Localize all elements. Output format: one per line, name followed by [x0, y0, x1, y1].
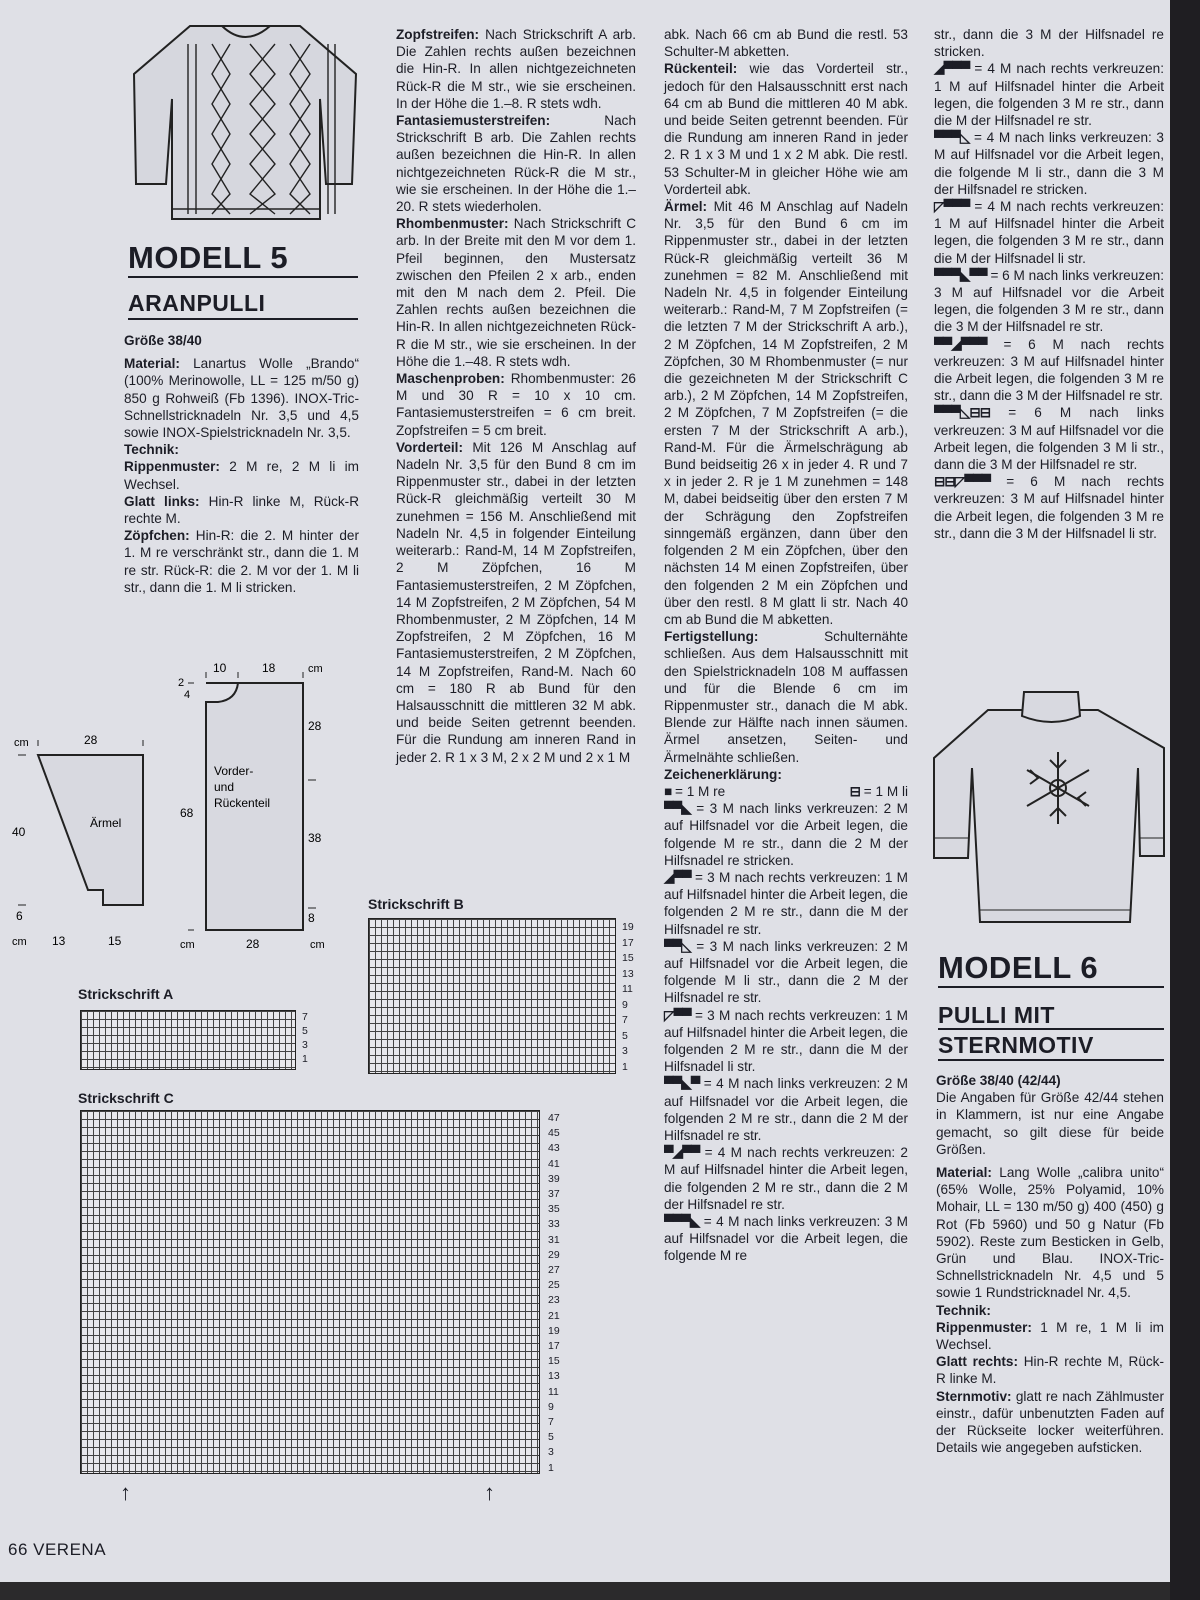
chart-row-number: 7 [548, 1416, 554, 1428]
chart-row-number: 1 [622, 1060, 628, 1073]
legend-item: str., dann die 3 M der Hilfsnadel re stricken. [934, 27, 1164, 60]
zopfstreifen-label: Zopfstreifen: [396, 27, 480, 42]
dim-cm-2: cm [12, 936, 27, 948]
model5-subtitle-rule [128, 318, 358, 320]
model6-subtitle-rule-1 [938, 1028, 1164, 1030]
chart-row-number: 15 [622, 952, 634, 964]
chart-row-number: 29 [548, 1248, 560, 1261]
rueckenteil-label: Rückenteil: [664, 61, 738, 77]
legend-re: = 1 M re [675, 783, 726, 799]
legend-item: = 3 M nach rechts verkreuzen: 1 M auf Hilfsnadel hinter die Arbeit legen, die folgenden 2 M re str., dann die M der Hilfsnadel li str. [664, 1007, 908, 1075]
legend-item: = 3 M nach links verkreuzen: 2 M auf Hilfsnadel vor die Arbeit legen, die folgende M li str., dann die 2 M der Hilfsnadel re str. [664, 938, 908, 1006]
dim-cm-3: cm [308, 663, 323, 675]
vorderteil-text: Mit 126 M Anschlag auf Nadeln Nr. 3,5 für den Bund 8 cm im Rippenmuster str., dabei in der letzten Rück-R gleichmäßig verteilt 30 M zunehmen = 156 M. Anschließend mit Nadeln Nr. 4,5 in folgender Einteilung weiterarb.: Rand-M, 14 M Zopfstreifen, 2 M Zöpfchen, 16 M Fantasiemusterstreifen, 2 M Zöpfchen, 14 M Zopfstreifen, 2 M Zöpfchen, 54 M Rhombenmuster, 2 M Zöpfchen, 14 M Zopfstreifen, 2 M Zöpfchen, 16 M Fantasiemusterstreifen, 2 M Zöpfchen, 14 M Zopfstreifen, Rand-M. Nach 60 cm = 180 R ab Bund für den Halsausschnitt die mittleren 32 M abk. und beide Seiten getrennt beenden. Für die Rundung am inneren Rand in jeder 2. R 1 x 3 M, 2 x 2 M und 2 x 1 M [396, 439, 636, 765]
model6-glatt-text: Hin-R rechte M, Rück-R linke M. [936, 1354, 1164, 1387]
chart-row-number: 43 [548, 1142, 560, 1155]
fertigstellung-label: Fertigstellung: [664, 629, 759, 645]
cable-symbol-icon: ◢▀▀▀ [934, 61, 970, 77]
legend-item: = 4 M nach links verkreuzen: 3 M auf Hilfsnadel vor die Arbeit legen, die folgende M re [664, 1214, 908, 1264]
aermel-text: Mit 46 M Anschlag auf Nadeln Nr. 3,5 für den Bund 6 cm im Rippenmuster str., dabei in der letzten Rück-R gleichmäßig verteilt 36 M zunehmen = 82 M. Anschließend mit Nadeln Nr. 4,5 in folgender Einteilung weiterarb.: Rand-M, 7 M Zopfstreifen (= die letzten 7 M der Strickschrift A arb.), 2 M Zöpfchen, 14 M Zopfstreifen, 2 M Zöpfchen, 30 M Rhombenmuster (= nur die gezeichneten M der Strickschrift C arb.), 2 M Zöpfchen, 14 M Zopfstreifen, 2 M Zöpfchen, 7 M Zopfstreifen (= die ersten 7 M der Strickschrift A arb.), Rand-M. Für die Ärmelschrägung ab Bund beidseitig 26 x in jeder 4. R und 7 x in jeder 2. R je 1 M zunehmen = 148 M, dabei beidseitig über den ersten 7 M der Schrägung den Zopfstreifen sinngemäß ergänzen, dann über den folgenden 2 M ein Zöpfchen, über den nächsten 14 M einen Zopfstreifen, über den folgenden 2 M ein Zöpfchen und über den restl. 8 M glatt li str. Nach 40 cm ab Bund die M abketten. [664, 199, 908, 627]
dim-cm-1: cm [14, 737, 29, 749]
size-schematic [8, 660, 338, 960]
page-footer: 66 VERENA [8, 1540, 107, 1559]
chart-a-title: Strickschrift A [78, 986, 174, 1002]
model6-title: MODELL 6 [938, 950, 1164, 988]
chart-row-number: 7 [622, 1014, 628, 1026]
glatt-text: Hin-R linke M, Rück-R rechte M. [124, 493, 360, 527]
rueckenteil-text: wie das Vorderteil str., jedoch für den Halsausschnitt erst nach 64 cm ab Bund die mittleren 40 M abk. und beide Seiten getrennt beenden. Für die Rundung am inneren Rand in jeder 2. R 1 x 3 M und 1 x 2 M abk. Die restl. 53 Schulter-M in gleicher Höhe wie am Vorderteil abk. [664, 61, 908, 197]
dim-cm-4: cm [180, 939, 195, 951]
model5-column-3 [664, 26, 908, 1265]
model6-rippen-label: Rippenmuster: [936, 1319, 1032, 1335]
dim-8: 8 [308, 911, 315, 925]
rippen-label: Rippenmuster: [124, 459, 220, 475]
chart-c-title: Strickschrift C [78, 1090, 174, 1106]
chart-row-number: 39 [548, 1172, 560, 1185]
legend-item: = 6 M nach rechts verkreuzen: 3 M auf Hilfsnadel hinter die Arbeit legen, die folgenden 3 M re str., dann die 3 M der Hilfsnadel re str. [934, 336, 1164, 404]
chart-row-number: 1 [302, 1053, 308, 1065]
dim-2: 2 [178, 677, 185, 689]
chart-row-number: 19 [548, 1324, 560, 1337]
legend-item: = 4 M nach rechts verkreuzen: 1 M auf Hilfsnadel hinter die Arbeit legen, die folgenden 3 M re str., dann die M der Hilfsnadel li str. [934, 199, 1164, 266]
cable-symbol-icon: ◸▀▀▀ [934, 199, 970, 215]
chart-row-number: 7 [302, 1011, 308, 1023]
model6-intro: Die Angaben für Größe 42/44 stehen in Klammern, ist nur eine Angabe gemacht, so gilt diese für beide Größen. [936, 1090, 1164, 1157]
legend-item: = 6 M nach links verkreuzen: 3 M auf Hilfsnadel vor die Arbeit legen, die folgenden 3 M li str., dann die 3 M der Hilfsnadel re str. [934, 405, 1164, 473]
legend-title: Zeichenerklärung: [664, 766, 782, 782]
knit-symbol-icon: ■ [664, 783, 672, 799]
model6-column [936, 1072, 1164, 1456]
fantasie-text: Nach Strickschrift B arb. Die Zahlen rechts außen bezeichnen die Hin-R. In allen nichtgezeichneten Rück-R die M str., wie sie erscheinen. In der Höhe die 1.–20. R stets wiederholen. [396, 113, 636, 215]
chart-row-number: 5 [622, 1029, 628, 1042]
fertigstellung-text: Schulternähte schließen. Aus dem Halsausschnitt mit den Spielstricknadeln 108 M auffassen und für die Blende 6 cm im Rippenmuster str., danach die M abk. Blende zur Hälfte nach innen säumen. Ärmel ansetzen, Seiten- und Ärmelnähte schließen. [664, 629, 908, 765]
zoepf-label: Zöpfchen: [124, 528, 190, 544]
body-label-3: Rückenteil [214, 796, 271, 810]
chart-row-number: 35 [548, 1203, 560, 1216]
cable-symbol-icon: ◸▀▀ [664, 1007, 691, 1023]
material-label: Material: [124, 356, 180, 372]
cable-symbol-icon: ▀▀◣▀ [664, 1076, 700, 1092]
dim-18: 18 [262, 661, 276, 675]
legend-item: = 4 M nach rechts verkreuzen: 1 M auf Hilfsnadel hinter die Arbeit legen, die folgenden 3 M re str., dann die M der Hilfsnadel re str. [934, 61, 1164, 129]
legend-item: = 3 M nach links verkreuzen: 2 M auf Hilfsnadel vor die Arbeit legen, die folgende M re str., dann die 2 M der Hilfsnadel re stricken. [664, 801, 908, 868]
rhomben-label: Rhombenmuster: [396, 216, 509, 232]
dim-38: 38 [308, 831, 322, 845]
cable-symbol-icon: ▀▀▀◺ [934, 130, 970, 146]
rhomben-text: Nach Strickschrift C arb. In der Breite mit den M vor dem 1. Pfeil beginnen, den Mustersatz zwischen den Pfeilen 2 x arb., enden mit den M nach dem 2. Pfeil. Die Zahlen rechts außen bezeichnen die Hin-R. In allen nichtgezeichneten Rück-R die M str., wie sie erscheinen. In der Höhe die 1.–48. R stets wdh. [396, 216, 637, 369]
model6-subtitle-line-1: PULLI MIT [938, 1002, 1055, 1028]
chart-row-number: 33 [548, 1218, 560, 1231]
abk-text: abk. Nach 66 cm ab Bund die restl. 53 Schulter-M abketten. [664, 27, 908, 60]
model6-size: Größe 38/40 (42/44) [936, 1073, 1061, 1088]
chart-row-number: 3 [548, 1446, 554, 1459]
cable-symbol-icon: ▀▀▀◺⊟⊟ [934, 405, 991, 421]
chart-row-number: 47 [548, 1112, 560, 1124]
model6-rippen-text: 1 M re, 1 M li im Wechsel. [936, 1319, 1164, 1353]
chart-row-number: 5 [548, 1431, 554, 1444]
chart-a-grid [80, 1010, 296, 1070]
cable-symbol-icon: ▀◢▀▀ [664, 1145, 700, 1161]
dim-28-bottom: 28 [246, 937, 260, 951]
chart-row-number: 21 [548, 1309, 560, 1322]
dim-4: 4 [184, 689, 191, 701]
chart-row-number: 23 [548, 1294, 560, 1307]
chart-c-arrow-right: ↑ [484, 1480, 495, 1505]
legend-item: = 6 M nach rechts verkreuzen: 3 M auf Hilfsnadel hinter die Arbeit legen, die folgenden 3 M re str., dann die 3 M der Hilfsnadel li str. [934, 474, 1164, 541]
glatt-label: Glatt links: [124, 493, 200, 509]
model6-material-label: Material: [936, 1165, 992, 1181]
model5-title: MODELL 5 [128, 240, 358, 278]
chart-row-number: 25 [548, 1279, 560, 1292]
chart-b-title: Strickschrift B [368, 896, 464, 912]
fantasie-label: Fantasiemusterstreifen: [396, 113, 551, 129]
dim-10: 10 [213, 661, 227, 675]
cable-symbol-icon: ⊟⊟◸▀▀▀ [934, 474, 991, 490]
cable-symbol-icon: ▀▀▀◣ [664, 1214, 700, 1230]
chart-row-number: 13 [548, 1370, 560, 1383]
model5-column-1 [124, 332, 359, 596]
rippen-text: 2 M re, 2 M li im Wechsel. [124, 459, 359, 492]
model6-technik-label: Technik: [936, 1302, 991, 1318]
model6-stern-label: Sternmotiv: [936, 1388, 1012, 1404]
chart-row-number: 1 [548, 1461, 554, 1474]
star-sweater-illustration [928, 688, 1170, 934]
chart-c-grid [80, 1110, 540, 1474]
body-label-1: Vorder- [214, 764, 254, 778]
zopfstreifen-text: Nach Strickschrift A arb. Die Zahlen rechts außen bezeichnen die Hin-R. In allen nichtgezeichneten Rück-R die M str., wie sie erscheinen. In der Höhe die 1.–8. R stets wdh. [396, 27, 637, 111]
model6-stern-text: glatt re nach Zählmuster einstr., dafür unbenutzten Faden auf der Rückseite locker weiterführen. Details wie angegeben aufsticken. [936, 1388, 1165, 1456]
model6-subtitle-line-2: STERNMOTIV [938, 1032, 1094, 1058]
chart-row-number: 19 [622, 921, 634, 933]
dim-40: 40 [12, 825, 26, 839]
legend-item: = 3 M nach rechts verkreuzen: 1 M auf Hilfsnadel hinter die Arbeit legen, die folgenden 2 M re str., dann die M der Hilfsnadel re str. [664, 869, 908, 937]
maschenproben-text: Rhombenmuster: 26 M und 30 R = 10 x 10 cm. Fantasiemusterstreifen = 6 cm breit. Zopfstreifen = 5 cm breit. [396, 371, 636, 438]
chart-row-number: 3 [622, 1045, 628, 1057]
model6-subtitle-rule-2 [938, 1059, 1164, 1061]
dim-68: 68 [180, 806, 194, 820]
purl-symbol-icon: ⊟ [849, 783, 861, 799]
model5-column-4 [934, 26, 1164, 542]
chart-row-number: 37 [548, 1188, 560, 1200]
chart-row-number: 9 [548, 1400, 554, 1413]
legend-item: = 4 M nach links verkreuzen: 2 M auf Hilfsnadel vor die Arbeit legen, die folgenden 2 M re str., dann die 2 M der Hilfsnadel re str. [664, 1076, 908, 1143]
aermel-label: Ärmel: [664, 199, 708, 215]
dim-28-sleeve: 28 [84, 733, 98, 747]
chart-c-arrow-left: ↑ [120, 1480, 131, 1505]
legend-item: = 6 M nach links verkreuzen: 3 M auf Hilfsnadel vor die Arbeit legen, die folgenden 3 M re str., dann die 3 M der Hilfsnadel re str. [934, 267, 1164, 335]
dim-28-body: 28 [308, 719, 322, 733]
legend-item: = 4 M nach rechts verkreuzen: 2 M auf Hilfsnadel hinter die Arbeit legen, die folgenden 2 M re str., dann die 2 M der Hilfsnadel re str. [664, 1145, 908, 1212]
body-label-2: und [214, 780, 235, 794]
cable-symbol-icon: ▀▀◺ [664, 938, 691, 954]
model6-material-text: Lang Wolle „calibra unito“ (65% Wolle, 25% Polyamid, 10% Mohair, LL = 130 m/50 g) 400 (450) g Rot (Fb 5960) und 50 g Natur (Fb 5902). Reste zum Besticken in Gelb, Grün und Blau. INOX-Tric-Schnellstricknadeln Nr. 4,5 und 5 sowie 1 Rundstricknadel Nr. 4,5. [936, 1165, 1164, 1301]
model5-subtitle: ARANPULLI [128, 290, 266, 316]
page-gutter [1170, 0, 1200, 1600]
dim-6: 6 [16, 909, 23, 923]
chart-row-number: 27 [548, 1264, 560, 1276]
chart-row-number: 11 [622, 983, 633, 995]
chart-row-number: 11 [548, 1385, 559, 1398]
dim-15: 15 [108, 934, 122, 948]
model5-column-2 [396, 26, 636, 766]
aran-sweater-illustration [130, 14, 360, 229]
legend-item: = 4 M nach links verkreuzen: 3 M auf Hilfsnadel vor die Arbeit legen, die folgende M li str., dann die 3 M der Hilfsnadel re stricken. [934, 130, 1164, 197]
chart-row-number: 13 [622, 967, 634, 980]
dim-13: 13 [52, 934, 66, 948]
material-text: Lanartus Wolle „Brando“ (100% Merinowolle, LL = 125 m/50 g) 850 g Rohweiß (Fb 1396). INOX-Tric-Schnellstricknadeln Nr. 3,5 und 4,5 sowie INOX-Spielstricknadeln Nr. 3,5. [124, 356, 359, 441]
chart-row-number: 17 [622, 936, 634, 949]
model6-glatt-label: Glatt rechts: [936, 1354, 1019, 1370]
dim-cm-5: cm [310, 939, 325, 951]
chart-row-number: 31 [548, 1233, 560, 1246]
chart-row-number: 9 [622, 998, 628, 1011]
chart-row-number: 41 [548, 1157, 560, 1170]
maschenproben-label: Maschenproben: [396, 371, 505, 387]
chart-b-grid [368, 918, 616, 1074]
cable-symbol-icon: ▀▀◣ [664, 801, 691, 817]
chart-row-number: 45 [548, 1127, 560, 1140]
chart-row-number: 5 [302, 1025, 308, 1037]
zoepf-text: Hin-R: die 2. M hinter der 1. M re verschränkt str., dann die 1. M re str. Rück-R: die 2. M vor der 1. M li str., dann die 1. M li stricken. [124, 528, 360, 595]
cable-symbol-icon: ▀▀▀◣▀▀ [934, 267, 987, 283]
chart-row-number: 17 [548, 1340, 560, 1352]
chart-row-number: 15 [548, 1355, 560, 1368]
sleeve-label: Ärmel [90, 816, 122, 830]
chart-row-number: 3 [302, 1039, 308, 1051]
size-label: Größe 38/40 [124, 333, 202, 348]
cable-symbol-icon: ▀▀◢▀▀▀ [934, 336, 987, 352]
legend-li: = 1 M li [863, 783, 908, 799]
cable-symbol-icon: ◢▀▀ [664, 869, 691, 885]
technik-label: Technik: [124, 442, 179, 458]
vorderteil-label: Vorderteil: [396, 439, 463, 455]
